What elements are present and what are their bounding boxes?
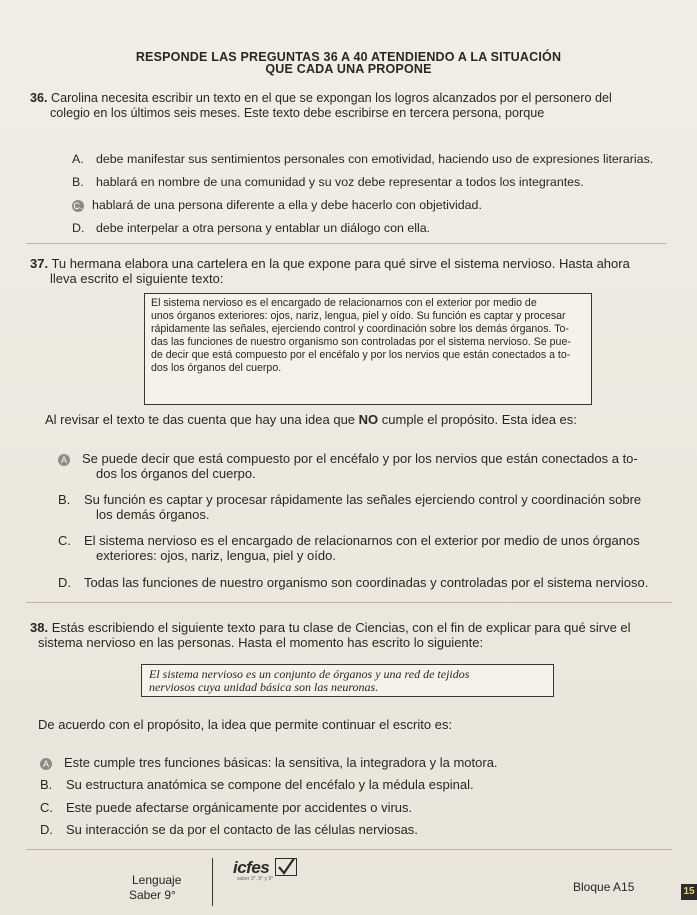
question-37-prompt: Al revisar el texto te das cuenta que hay una idea que NO cumple el propósito. Esta idea es: — [45, 412, 577, 427]
q37-option-d[interactable]: D. Todas las funciones de nuestro organismo son coordinadas y controladas por el sistema nervioso. — [58, 575, 649, 590]
q36-option-a[interactable]: A. debe manifestar sus sentimientos personales con emotividad, haciendo uso de expresiones literarias. — [72, 152, 654, 166]
quoted-text-box: El sistema nervioso es el encargado de relacionarnos con el exterior por medio de unos órganos exteriores: ojos, nariz, lengua, piel y oído. Su función es captar y procesar rápidamente las señales, ejerciendo control y coordinación sobre los demás órganos. To- das las funciones de nuestro organismo son controladas por el sistema nervioso. Se pue- de decir que está compuesto por el encéfalo y por los nervios que están conectados a to- dos los órganos del cuerpo. — [144, 293, 592, 405]
q38-option-b[interactable]: B. Su estructura anatómica se compone del encéfalo y la médula espinal. — [40, 777, 474, 792]
q37-option-a[interactable]: A Se puede decir que está compuesto por el encéfalo y por los nervios que están conectados a to- dos los órganos del cuerpo. — [58, 451, 638, 481]
q38-option-c[interactable]: C. Este puede afectarse orgánicamente por accidentes o virus. — [40, 800, 413, 815]
selected-answer-mark: C. — [73, 201, 83, 211]
q36-option-d[interactable]: D. debe interpelar a otra persona y entablar un diálogo con ella. — [72, 221, 431, 235]
question-38-stem: 38. Estás escribiendo el siguiente texto para tu clase de Ciencias, con el fin de explicar para qué sirve el sistema nervioso en las personas. Hasta el momento has escrito lo siguiente: — [30, 620, 631, 650]
question-number: 38. — [30, 620, 49, 635]
header-line-2: QUE CADA UNA PROPONE — [265, 62, 432, 76]
footer-block: Bloque A15 — [573, 880, 635, 894]
question-38-prompt: De acuerdo con el propósito, la idea que permite continuar el escrito es: — [38, 717, 453, 732]
selected-answer-mark: A — [58, 454, 70, 466]
selected-answer-mark: A — [40, 758, 52, 770]
footer-divider — [212, 858, 213, 906]
logo-subtitle: saber 3°, 5° y 9° — [237, 876, 274, 882]
question-number: 37. — [30, 256, 49, 271]
header-line-1: RESPONDE LAS PREGUNTAS 36 A 40 ATENDIENDO A LA SITUACIÓN — [135, 50, 562, 64]
q38-option-d[interactable]: D. Su interacción se da por el contacto de las células nerviosas. — [40, 822, 418, 837]
footer-grade: Saber 9° — [129, 888, 176, 902]
page-number: 15 — [681, 884, 697, 900]
q36-option-c[interactable]: C. hablará de una persona diferente a ella y debe hacerlo con objetividad. — [73, 198, 482, 212]
footer-subject: Lenguaje — [132, 873, 182, 887]
divider — [26, 602, 672, 603]
q37-option-c[interactable]: C. El sistema nervioso es el encargado de relacionarnos con el exterior por medio de unos órganos exteriores: ojos, nariz, lengua, piel y oído. — [58, 533, 640, 563]
q37-option-b[interactable]: B. Su función es captar y procesar rápidamente las señales ejerciendo control y coordinación sobre los demás órganos. — [58, 492, 642, 522]
icfes-logo — [233, 858, 297, 882]
q36-option-b[interactable]: B. hablará en nombre de una comunidad y su voz debe representar a todos los integrantes. — [72, 175, 584, 189]
checkmark-icon — [275, 858, 297, 876]
question-37-stem: 37. Tu hermana elabora una cartelera en la que expone para qué sirve el sistema nervioso. Hasta ahora lleva escrito el siguiente texto: — [30, 256, 630, 286]
question-36-stem: 36. Carolina necesita escribir un texto en el que se expongan los logros alcanzados por el personero del colegio en los últimos seis meses. Este texto debe escribirse en tercera persona, porque — [30, 91, 612, 120]
quoted-text-box: El sistema nervioso es un conjunto de órganos y una red de tejidos nerviosos cuya unidad básica son las neuronas. — [141, 664, 554, 697]
question-number: 36. — [30, 91, 48, 105]
divider — [26, 243, 666, 244]
q38-option-a[interactable]: A Este cumple tres funciones básicas: la sensitiva, la integradora y la motora. — [40, 755, 498, 770]
divider — [26, 849, 672, 850]
section-header — [0, 50, 697, 76]
logo-wordmark: icfes — [233, 858, 270, 877]
